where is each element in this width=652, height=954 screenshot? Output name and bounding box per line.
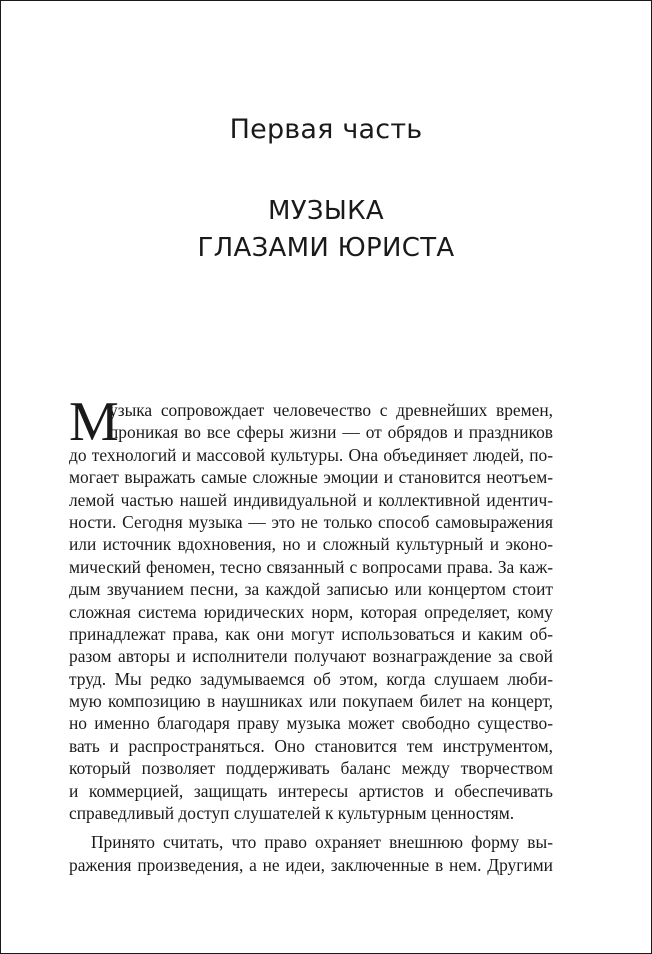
text-line: разом авторы и исполнители получают вознаграждение за свой bbox=[69, 646, 553, 667]
paragraph-1 bbox=[69, 391, 553, 824]
text-line: дым звучанием песни, за каждой записью или концертом стоит bbox=[69, 579, 553, 600]
part-title: Первая часть bbox=[229, 114, 423, 145]
text-line: Принято считать, что право охраняет внешнюю форму вы- bbox=[91, 832, 553, 853]
text-line: узыка сопровождает человечество с древнейших времен, bbox=[109, 400, 553, 420]
text-line: сложная система юридических норм, которая определяет, кому bbox=[69, 601, 553, 622]
text-line: мический феномен, тесно связанный с вопросами права. За каж- bbox=[69, 556, 553, 577]
text-line: до технологий и массовой культуры. Она объединяет людей, по- bbox=[69, 444, 553, 465]
drop-cap: М bbox=[69, 391, 119, 453]
text-line: могает выражать самые сложные эмоции и становится неотъем- bbox=[69, 467, 553, 488]
text-line: справедливый доступ слушателей к культурным ценностям. bbox=[69, 803, 515, 824]
body-text bbox=[69, 391, 553, 876]
text-line: ражения произведения, а не идеи, заключенные в нем. Другими bbox=[69, 854, 553, 875]
text-line: ности. Сегодня музыка — это не только способ самовыражения bbox=[69, 511, 553, 532]
paragraph-2 bbox=[69, 831, 553, 876]
text-line: вать и распространяться. Оно становится тем инструментом, bbox=[69, 735, 553, 756]
text-line: мую композицию в наушниках или покупаем билет на концерт, bbox=[69, 691, 553, 712]
text-line: или источник вдохновения, но и сложный культурный и эконо- bbox=[69, 534, 553, 555]
text-line: проникая во все сферы жизни — от обрядов и праздников bbox=[109, 422, 553, 443]
text-line: но именно благодаря праву музыка может свободно существо- bbox=[69, 713, 553, 734]
text-line: лемой частью нашей индивидуальной и коллективной идентич- bbox=[69, 489, 553, 510]
text-line: принадлежат права, как они могут использоваться и каким об- bbox=[69, 623, 553, 644]
text-line: и коммерцией, защищать интересы артистов и обеспечивать bbox=[69, 780, 553, 801]
chapter-title-line-1: МУЗЫКА bbox=[268, 196, 384, 226]
text-line: который позволяет поддерживать баланс между творчеством bbox=[69, 758, 553, 779]
chapter-title bbox=[1, 193, 651, 267]
chapter-title-line-2: ГЛАЗАМИ ЮРИСТА bbox=[197, 233, 455, 263]
text-line: труд. Мы редко задумываемся об этом, когда слушаем люби- bbox=[69, 668, 553, 689]
